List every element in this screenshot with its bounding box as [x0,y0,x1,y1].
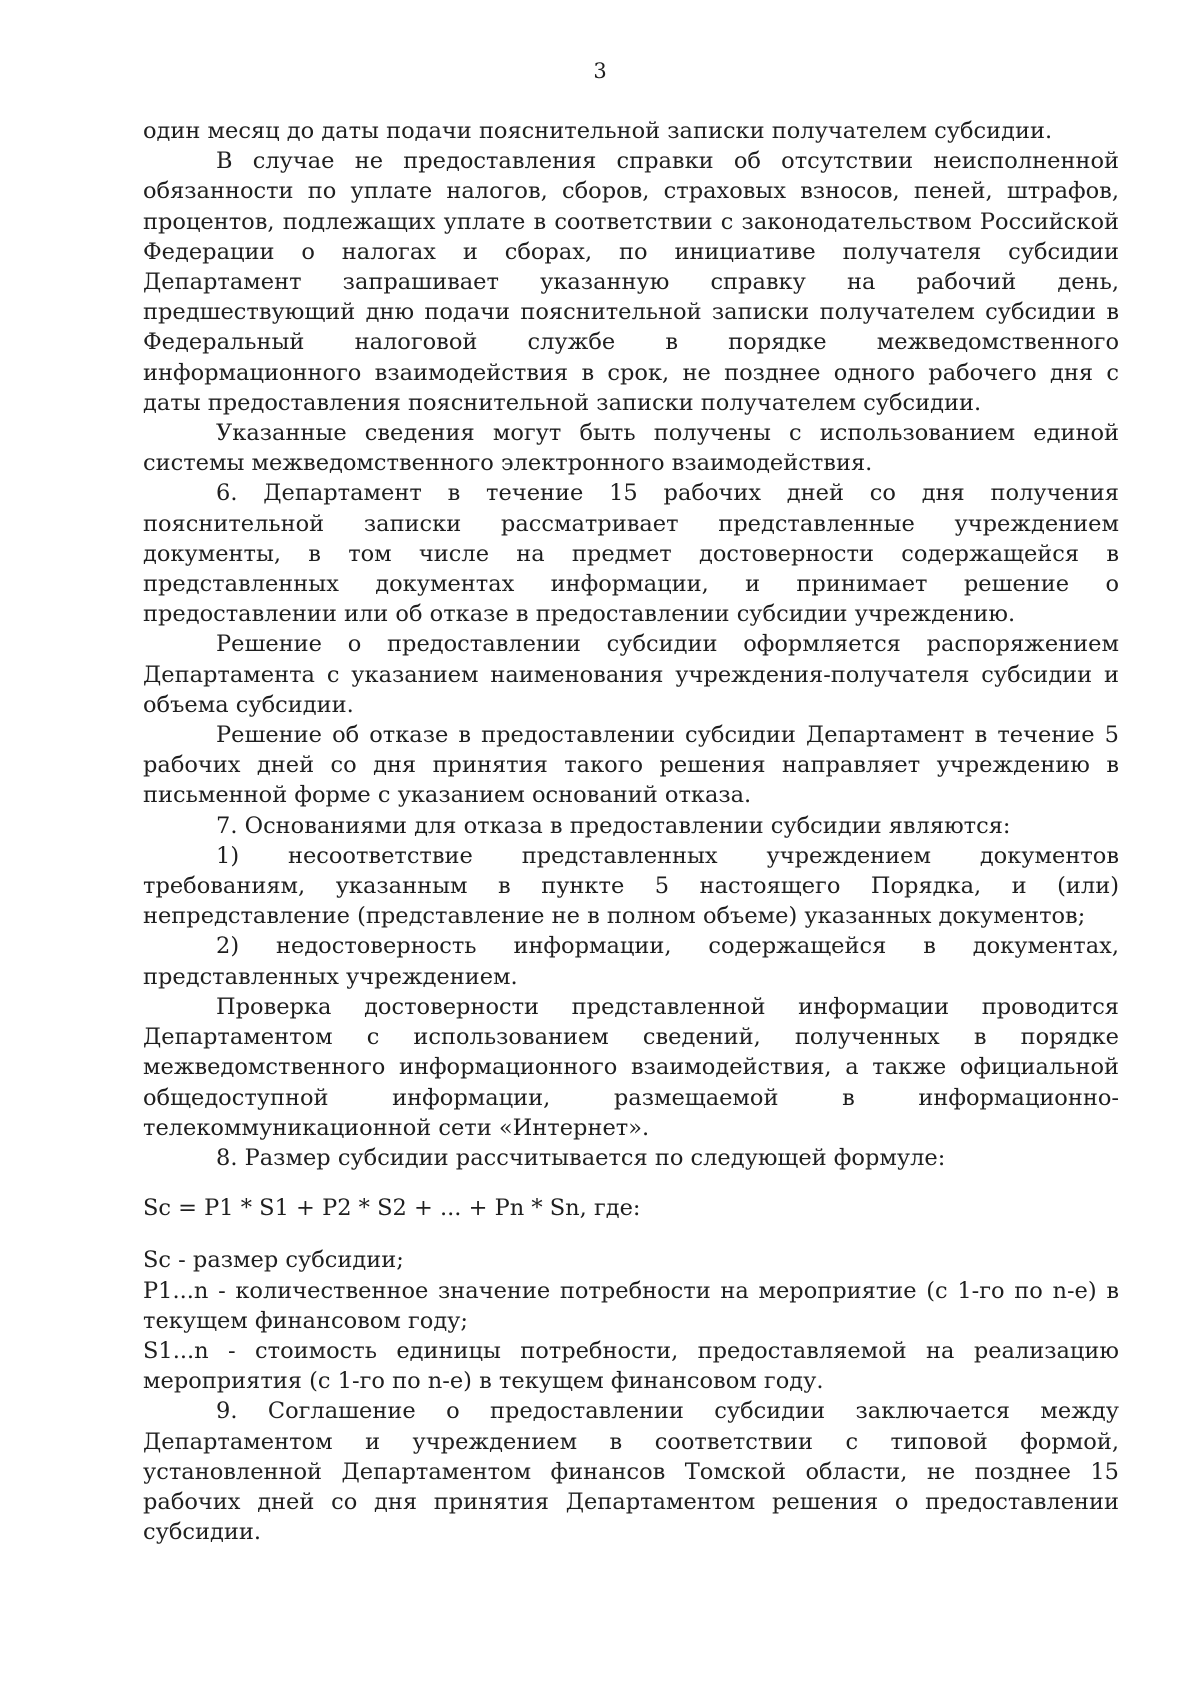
paragraph-item-8: 8. Размер субсидии рассчитывается по следующей формуле: [216,1144,946,1171]
paragraph-item-6: 6. Департамент в течение 15 рабочих дней со дня получения пояснительной записки рассматривает представленные учреждением документы, в том числе на предмет достоверности содержащейся в представленных документах информации, и принимает решение о предоставлении или об отказе в предоставлении субсидии учреждению. [143,480,1119,628]
paragraph-electronic-interaction: Указанные сведения могут быть получены с использованием единой системы межведомственного электронного взаимодействия. [143,420,1119,477]
paragraph-verification: Проверка достоверности представленной информации проводится Департаментом с использованием сведений, полученных в порядке межведомственного информационного взаимодействия, а также официальной общедоступной информации, размещаемой в информационно-телекоммуникационной сети «Интернет». [143,993,1119,1141]
paragraph-refusal-notice: Решение об отказе в предоставлении субсидии Департамент в течение 5 рабочих дней со дня принятия такого решения направляет учреждению в письменной форме с указанием оснований отказа. [143,722,1119,809]
paragraph-ground-2: 2) недостоверность информации, содержащейся в документах, представленных учреждением. [143,933,1119,990]
paragraph-continuation: один месяц до даты подачи пояснительной записки получателем субсидии. [143,118,1053,144]
definition-sc: Sc - размер субсидии; [143,1247,404,1274]
paragraph-decision-order: Решение о предоставлении субсидии оформляется распоряжением Департамента с указанием наименования учреждения-получателя субсидии и объема субсидии. [143,631,1119,718]
definition-s: S1...n - стоимость единицы потребности, предоставляемой на реализацию мероприятия (с 1-го по n-е) в текущем финансовом году. [143,1337,1119,1395]
page-number: 3 [593,59,607,83]
definition-p: P1...n - количественное значение потребности на мероприятие (с 1-го по n-е) в текущем финансовом году; [143,1277,1119,1334]
paragraph-item-9: 9. Соглашение о предоставлении субсидии заключается между Департаментом и учреждением в соответствии с типовой формой, установленной Департаментом финансов Томской области, не позднее 15 рабочих дней со дня принятия Департаментом решения о предоставлении субсидии. [143,1398,1119,1546]
subsidy-formula: Sc = P1 * S1 + P2 * S2 + ... + Pn * Sn, где: [143,1195,641,1222]
paragraph-ground-1: 1) несоответствие представленных учреждением документов требованиям, указанным в пункте 5 настоящего Порядка, и (или) непредставление (представление не в полном объеме) указанных документов; [143,842,1119,930]
document-body [143,116,1119,1547]
paragraph-tax-certificate: В случае не предоставления справки об отсутствии неисполненной обязанности по уплате налогов, сборов, страховых взносов, пеней, штрафов, процентов, подлежащих уплате в соответствии с законодательством Российской Федерации о налогах и сборах, по инициативе получателя субсидии Департамент запрашивает указанную справку на рабочий день, предшествующий дню подачи пояснительной записки получателем субсидии в Федеральный налоговой службе в порядке межведомственного информационного взаимодействия в срок, не позднее одного рабочего дня с даты предоставления пояснительной записки получателем субсидии. [143,148,1119,416]
paragraph-item-7: 7. Основаниями для отказа в предоставлении субсидии являются: [216,812,1011,839]
